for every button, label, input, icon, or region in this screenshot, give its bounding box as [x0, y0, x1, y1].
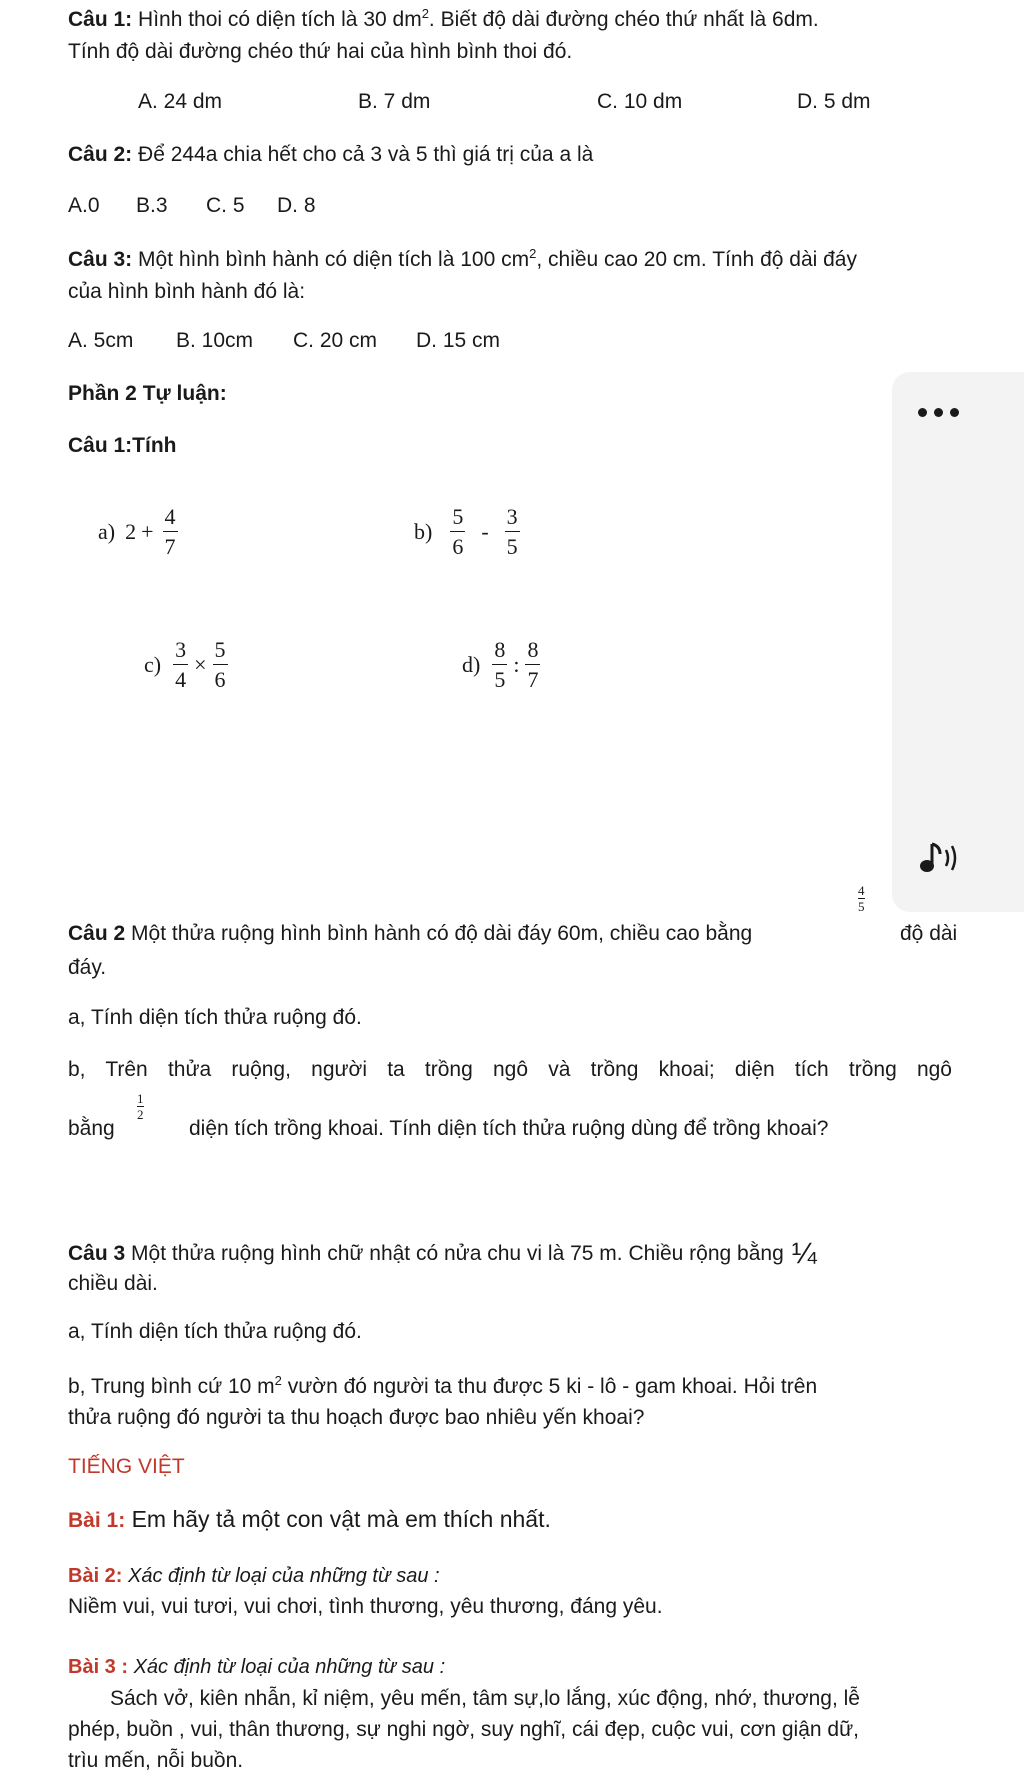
essay3-part-b-b: vườn đó người ta thu được 5 ki - lô - gam khoai. Hỏi trên	[281, 1375, 818, 1398]
math-d-num1: 8	[494, 637, 506, 662]
math-a-label: a)	[98, 518, 116, 544]
math-c-den2: 6	[213, 664, 228, 691]
essay3-label: Câu 3	[68, 1242, 126, 1265]
math-a-den: 7	[163, 531, 178, 558]
bai3-line2: phép, buồn , vui, thân thương, sự nghi ngờ, suy nghĩ, cái đẹp, cuộc vui, cơn giận dữ,	[68, 1718, 859, 1741]
essay3-line1	[68, 1237, 817, 1271]
q2-option-b[interactable]: B.3	[136, 194, 168, 217]
math-c-frac1	[173, 638, 188, 691]
essay2-label: Câu 2	[68, 922, 126, 945]
q2-label: Câu 2:	[68, 143, 133, 166]
essay3-part-b2: thửa ruộng đó người ta thu hoạch được bao nhiêu yến khoai?	[68, 1406, 645, 1429]
q3-option-b[interactable]: B. 10cm	[176, 329, 254, 352]
math-c-num2: 5	[214, 637, 226, 662]
essay2-part-b: b, Trên thửa ruộng, người ta trồng ngô và trồng khoai; diện tích trồng ngô	[68, 1058, 952, 1081]
math-c-frac2	[213, 638, 228, 691]
essay3-part-b-a: b, Trung bình cứ 10 m	[68, 1375, 275, 1398]
essay2-part-a: a, Tính diện tích thửa ruộng đó.	[68, 1006, 362, 1029]
q3-option-d[interactable]: D. 15 cm	[416, 329, 501, 352]
q2-text: Để 244a chia hết cho cả 3 và 5 thì giá trị của a là	[132, 143, 594, 166]
math-d-den1: 5	[492, 664, 507, 691]
essay1-title-text: Câu 1:Tính	[68, 434, 177, 457]
math-d-frac2	[525, 638, 540, 691]
bai3-text: Xác định từ loại của những từ sau :	[128, 1656, 446, 1678]
math-c-den1: 4	[173, 664, 188, 691]
math-b-op: -	[481, 518, 489, 544]
bai3-line3: trìu mến, nỗi buồn.	[68, 1749, 244, 1772]
q3-line1	[68, 246, 857, 272]
math-d-frac1	[492, 638, 507, 691]
essay2-part-b2-fraction	[137, 1092, 144, 1123]
bai3-label: Bài 3 :	[68, 1656, 129, 1678]
essay2-line1	[68, 922, 752, 946]
q3-option-c[interactable]: C. 20 cm	[293, 329, 378, 352]
math-b-num1: 5	[452, 504, 464, 529]
bai1	[68, 1506, 551, 1533]
part2-title: Phần 2 Tự luận:	[68, 382, 227, 405]
math-d-den2: 7	[525, 664, 540, 691]
q1-option-a[interactable]: A. 24 dm	[138, 90, 223, 113]
essay2-line2: đáy.	[68, 956, 107, 979]
math-b	[414, 505, 524, 558]
math-b-den1: 6	[450, 531, 465, 558]
q3-text-b: , chiều cao 20 cm. Tính độ dài đáy	[536, 248, 857, 271]
bai2-words: Niềm vui, vui tươi, vui chơi, tình thương, yêu thương, đáng yêu.	[68, 1595, 663, 1618]
q1-label: Câu 1:	[68, 8, 133, 31]
essay2-part-b2-pre: bằng	[68, 1117, 115, 1140]
q1-line1	[68, 6, 819, 32]
q2-option-a[interactable]: A.0	[68, 194, 100, 217]
q3-label: Câu 3:	[68, 248, 133, 271]
essay2-part-b2-post: diện tích trồng khoai. Tính diện tích thửa ruộng dùng để trồng khoai?	[189, 1117, 829, 1140]
q1-option-d[interactable]: D. 5 dm	[797, 90, 871, 113]
essay3-line2: chiều dài.	[68, 1272, 158, 1295]
math-a-num: 4	[164, 504, 176, 529]
essay1-title	[68, 434, 177, 458]
math-a-frac	[163, 505, 178, 558]
q1-option-c[interactable]: C. 10 dm	[597, 90, 683, 113]
math-d-num2: 8	[527, 637, 539, 662]
essay2-text-b: độ dài	[900, 922, 958, 945]
math-c-op: ×	[194, 651, 207, 677]
essay2-part-b2-den: 2	[137, 1107, 144, 1123]
essay2-part-b2-num: 1	[137, 1091, 144, 1106]
q2-line	[68, 143, 593, 167]
math-a-whole: 2	[125, 518, 137, 544]
bai1-text: Em hãy tả một con vật mà em thích nhất.	[125, 1506, 551, 1532]
essay3-frac: ¼	[791, 1237, 817, 1270]
bai2-text: Xác định từ loại của những từ sau :	[122, 1565, 440, 1587]
more-dots-icon[interactable]	[918, 408, 959, 417]
side-panel	[892, 372, 1024, 912]
q3-option-a[interactable]: A. 5cm	[68, 329, 134, 352]
math-b-frac2	[505, 505, 520, 558]
tieng-viet-title: TIẾNG VIỆT	[68, 1455, 185, 1478]
audio-note-icon[interactable]	[918, 840, 962, 876]
bai3-line1: Sách vở, kiên nhẫn, kỉ niệm, yêu mến, tâm sự,lo lắng, xúc động, nhớ, thương, lễ	[110, 1687, 860, 1710]
essay3-part-a: a, Tính diện tích thửa ruộng đó.	[68, 1320, 362, 1343]
essay2-text-a: Một thửa ruộng hình bình hành có độ dài đáy 60m, chiều cao bằng	[125, 922, 753, 945]
essay2-frac-den: 5	[858, 899, 865, 915]
essay2-frac-num: 4	[858, 883, 865, 898]
q2-option-d[interactable]: D. 8	[277, 194, 316, 217]
math-b-frac1	[450, 505, 465, 558]
bai2	[68, 1565, 440, 1588]
q1-text-b: . Biết độ dài đường chéo thứ nhất là 6dm.	[428, 8, 819, 31]
math-c-num1: 3	[175, 637, 187, 662]
essay2-fraction	[858, 884, 865, 915]
q3-text-a: Một hình bình hành có diện tích là 100 cm	[132, 248, 530, 271]
math-a	[98, 505, 182, 558]
essay3-part-b-sup: 2	[274, 1373, 282, 1388]
math-b-den2: 5	[505, 531, 520, 558]
essay3-text: Một thửa ruộng hình chữ nhật có nửa chu vi là 75 m. Chiều rộng bằng	[125, 1242, 784, 1265]
math-c	[144, 638, 232, 691]
math-d-label: d)	[462, 651, 481, 677]
math-b-label: b)	[414, 518, 433, 544]
bai1-label: Bài 1:	[68, 1509, 126, 1532]
q3-line2: của hình bình hành đó là:	[68, 280, 306, 303]
q1-sup: 2	[421, 6, 429, 21]
math-d-op: :	[513, 651, 520, 677]
q1-text-a: Hình thoi có diện tích là 30 dm	[132, 8, 422, 31]
q1-option-b[interactable]: B. 7 dm	[358, 90, 431, 113]
bai2-label: Bài 2:	[68, 1565, 123, 1587]
math-b-num2: 3	[506, 504, 518, 529]
q1-line2: Tính độ dài đường chéo thứ hai của hình bình thoi đó.	[68, 40, 573, 63]
essay3-part-b	[68, 1373, 817, 1399]
q2-option-c[interactable]: C. 5	[206, 194, 245, 217]
math-d	[462, 638, 544, 691]
q3-sup: 2	[529, 246, 537, 261]
math-c-label: c)	[144, 651, 162, 677]
bai3	[68, 1656, 445, 1679]
math-a-op: +	[141, 518, 154, 544]
